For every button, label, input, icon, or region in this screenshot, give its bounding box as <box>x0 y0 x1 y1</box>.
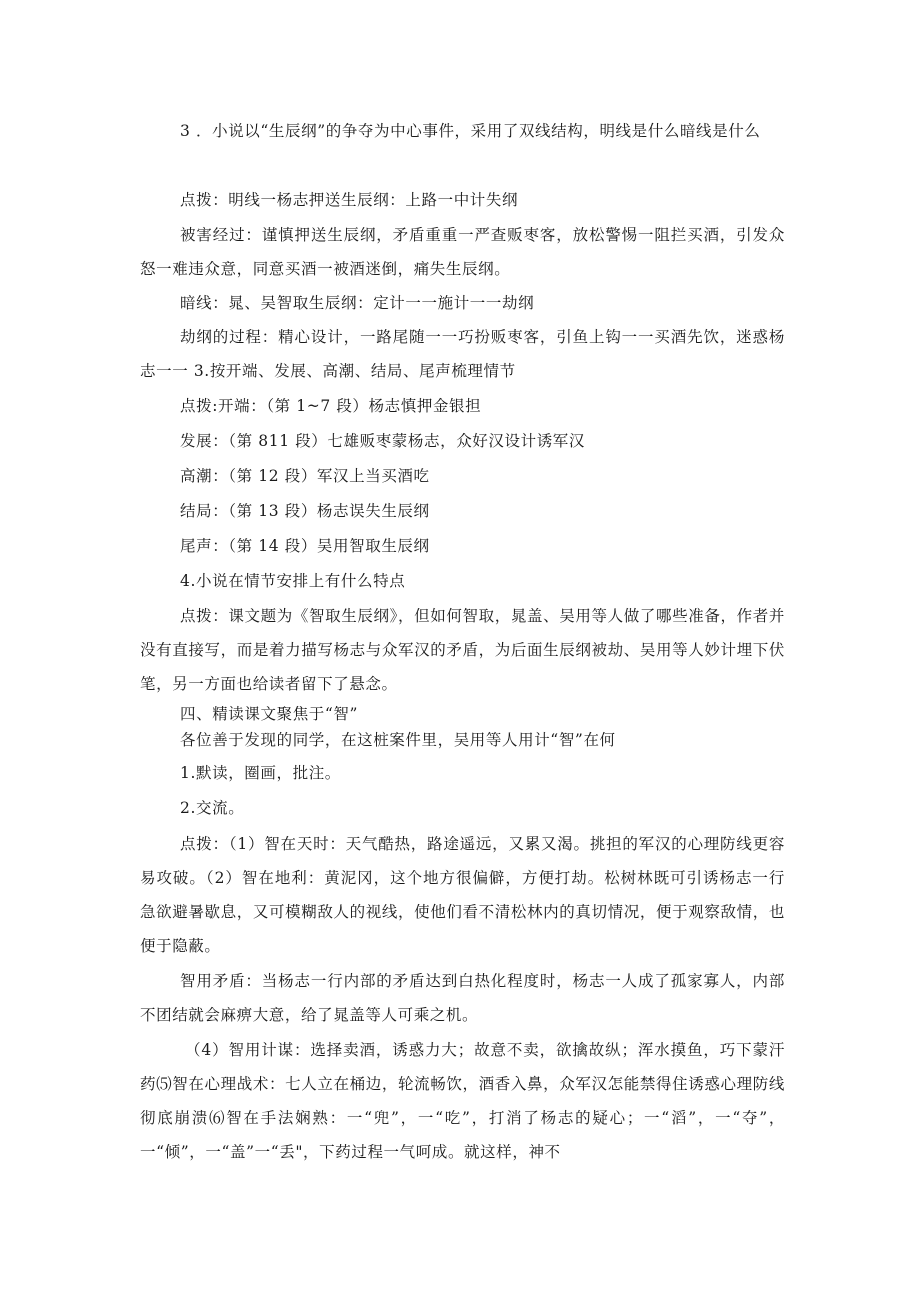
hint-plot-feature: 点拨：课文题为《智取生辰纲》，但如何智取，晁盖、吴用等人做了哪些准备，作者并没有直接写，而是着力描写杨志与众军汉的矛盾，为后面生辰纲被劫、吴用等人妙计埋下伏笔，另一方面也给读者留下了悬念。 <box>140 607 785 693</box>
step-1: 1.默读，圈画，批注。 <box>180 764 341 782</box>
plot-beginning: 点拨:开端：（第 1~7 段）杨志慎押金银担 <box>180 397 482 415</box>
hidden-line: 暗线：晁、吴智取生辰纲：定计一一施计一一劫纲 <box>180 294 535 312</box>
plot-epilogue: 尾声：（第 14 段）吴用智取生辰纲 <box>180 537 430 555</box>
plot-development: 发展：（第 811 段）七雄贩枣蒙杨志，众好汉设计诱军汉 <box>180 432 585 450</box>
section-intro: 各位善于发现的同学，在这桩案件里，吴用等人用计“智”在何 <box>180 731 616 749</box>
step-2: 2.交流。 <box>180 799 245 817</box>
plot-climax: 高潮：（第 12 段）军汉上当买酒吃 <box>180 467 430 485</box>
section-heading-4: 四、精读课文聚焦于“智” <box>180 705 359 723</box>
hint-main-line: 点拨：明线一杨志押送生辰纲：上路一中计失纲 <box>180 191 519 209</box>
victim-process: 被害经过：谨慎押送生辰纲，矛盾重重一严查贩枣客，放松警惕一阻拦买酒，引发众怒一难违众意，同意买酒一被酒迷倒，痛失生辰纲。 <box>140 226 785 278</box>
question-4: 4.小说在情节安排上有什么特点 <box>180 572 406 590</box>
wisdom-strategy: （4）智用计谋：选择卖酒，诱惑力大；故意不卖，欲擒故纵；浑水摸鱼，巧下蒙汗药⑸智在心理战术：七人立在桶边，轮流畅饮，酒香入鼻，众军汉怎能禁得住诱惑心理防线彻底崩溃⑹智在手法娴熟：一“兜”，一“吃”，打消了杨志的疑心；一“滔”，一“夺”，一“倾”，一“盖”一“丢"，下药过程一气呵成。就这样，神不 <box>140 1041 785 1161</box>
plot-ending: 结局：（第 13 段）杨志误失生辰纲 <box>180 502 430 520</box>
question-3: 3 ．小说以“生辰纲”的争夺为中心事件，采用了双线结构，明线是什么暗线是什么 <box>180 122 761 140</box>
wisdom-contradiction: 智用矛盾：当杨志一行内部的矛盾达到白热化程度时，杨志一人成了孤家寡人，内部不团结就会麻痹大意，给了晁盖等人可乘之机。 <box>140 972 785 1024</box>
hint-wisdom-list: 点拨：（1）智在天时：天气酷热，路途遥远，又累又渴。挑担的军汉的心理防线更容易攻破。（2）智在地利：黄泥冈，这个地方很偏僻，方便打劫。松树林既可引诱杨志一行急欲避暑歇息，又可模糊敌人的视线，使他们看不清松林内的真切情况，便于观察敌情，也便于隐蔽。 <box>140 835 785 955</box>
robbery-process: 劫纲的过程：精心设计，一路尾随一一巧扮贩枣客，引鱼上钩一一买酒先饮，迷惑杨志一一 3.按开端、发展、高潮、结局、尾声梳理情节 <box>140 328 785 380</box>
